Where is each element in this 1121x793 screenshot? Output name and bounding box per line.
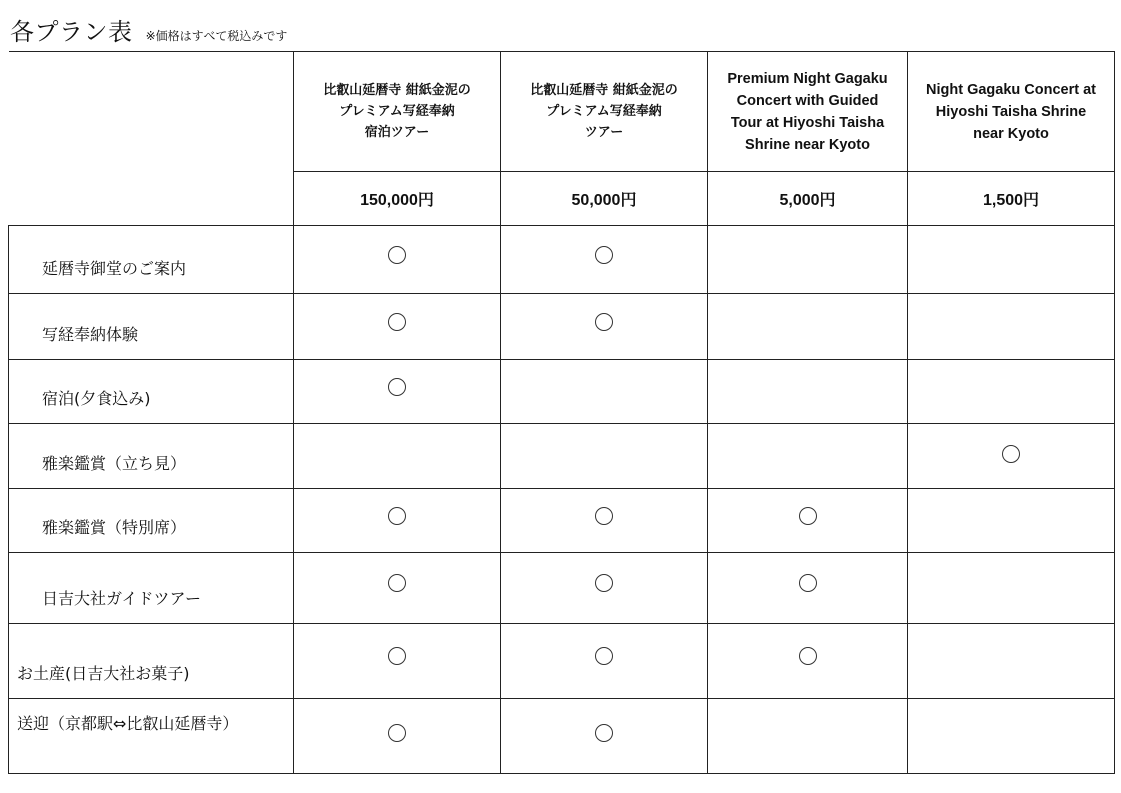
feature-row [9, 226, 1115, 294]
plan-name-header [501, 52, 708, 172]
included-mark [388, 647, 406, 665]
inclusion-cell [908, 226, 1115, 294]
inclusion-cell [501, 424, 708, 488]
feature-label: 日吉大社ガイドツアー [9, 552, 294, 623]
plan-name-header [294, 52, 501, 172]
feature-label: 写経奉納体験 [9, 294, 294, 360]
inclusion-cell [294, 488, 501, 552]
feature-label: お土産(日吉大社お菓子) [9, 623, 294, 698]
plan-name-line: プレミアム写経奉納 [339, 104, 455, 120]
inclusion-cell [908, 294, 1115, 360]
plan-name-header [708, 52, 908, 172]
inclusion-cell [708, 488, 908, 552]
plan-name-row [9, 52, 1115, 172]
inclusion-cell [908, 552, 1115, 623]
inclusion-cell [908, 488, 1115, 552]
plan-comparison-table [8, 51, 1115, 774]
plan-name-line: ツアー [584, 125, 624, 141]
inclusion-cell [708, 552, 908, 623]
price-corner-cell [9, 172, 294, 226]
tax-note: ※価格はすべて税込みです [145, 29, 288, 43]
inclusion-cell [501, 226, 708, 294]
feature-row [9, 424, 1115, 488]
plan-name-line: Concert with Guided [736, 92, 879, 109]
included-mark [595, 507, 613, 525]
feature-row [9, 698, 1115, 773]
feature-row [9, 488, 1115, 552]
inclusion-cell [908, 424, 1115, 488]
inclusion-cell [294, 552, 501, 623]
inclusion-cell [501, 360, 708, 424]
plan-price: 150,000円 [294, 172, 501, 226]
included-mark [388, 313, 406, 331]
feature-label: 宿泊(夕食込み) [9, 360, 294, 424]
plan-price: 5,000円 [708, 172, 908, 226]
plan-name-line: Shrine near Kyoto [745, 136, 870, 153]
plan-name-line: near Kyoto [973, 125, 1049, 142]
plan-name-line: Night Gagaku Concert at [926, 81, 1096, 98]
inclusion-cell [501, 488, 708, 552]
feature-label: 延暦寺御堂のご案内 [9, 226, 294, 294]
included-mark [595, 246, 613, 264]
header-corner-cell [9, 52, 294, 172]
plan-name-line: プレミアム写経奉納 [546, 104, 662, 120]
inclusion-cell [501, 294, 708, 360]
inclusion-cell [294, 424, 501, 488]
included-mark [388, 574, 406, 592]
inclusion-cell [908, 623, 1115, 698]
included-mark [388, 378, 406, 396]
inclusion-cell [501, 698, 708, 773]
inclusion-cell [294, 623, 501, 698]
feature-label: 雅楽鑑賞（立ち見） [9, 424, 294, 488]
included-mark [595, 647, 613, 665]
plan-name-line: 宿泊ツアー [364, 125, 430, 141]
included-mark [388, 507, 406, 525]
included-mark [595, 574, 613, 592]
included-mark [388, 246, 406, 264]
page-title: 各プラン表 [10, 18, 133, 46]
inclusion-cell [708, 698, 908, 773]
inclusion-cell [908, 698, 1115, 773]
included-mark [595, 724, 613, 742]
included-mark [799, 647, 817, 665]
inclusion-cell [501, 623, 708, 698]
inclusion-cell [501, 552, 708, 623]
feature-row [9, 623, 1115, 698]
included-mark [799, 507, 817, 525]
inclusion-cell [708, 360, 908, 424]
feature-row [9, 294, 1115, 360]
included-mark [595, 313, 613, 331]
inclusion-cell [294, 360, 501, 424]
inclusion-cell [908, 360, 1115, 424]
plan-name-line: Tour at Hiyoshi Taisha [730, 114, 885, 131]
feature-label: 雅楽鑑賞（特別席） [9, 488, 294, 552]
included-mark [799, 574, 817, 592]
inclusion-cell [708, 226, 908, 294]
included-mark [388, 724, 406, 742]
inclusion-cell [294, 226, 501, 294]
plan-name-header [908, 52, 1115, 172]
inclusion-cell [294, 698, 501, 773]
feature-row [9, 360, 1115, 424]
inclusion-cell [708, 294, 908, 360]
inclusion-cell [294, 294, 501, 360]
page-title-area [10, 12, 287, 47]
inclusion-cell [708, 623, 908, 698]
plan-price: 1,500円 [908, 172, 1115, 226]
plan-name-line: 比叡山延暦寺 紺紙金泥の [323, 83, 471, 99]
price-row [9, 172, 1115, 226]
plan-price: 50,000円 [501, 172, 708, 226]
plan-name-line: Hiyoshi Taisha Shrine [935, 103, 1087, 120]
inclusion-cell [708, 424, 908, 488]
plan-name-line: Premium Night Gagaku [727, 70, 888, 87]
feature-row [9, 552, 1115, 623]
feature-label: 送迎（京都駅⇔比叡山延暦寺） [9, 698, 294, 773]
included-mark [1002, 445, 1020, 463]
plan-name-line: 比叡山延暦寺 紺紙金泥の [530, 83, 678, 99]
